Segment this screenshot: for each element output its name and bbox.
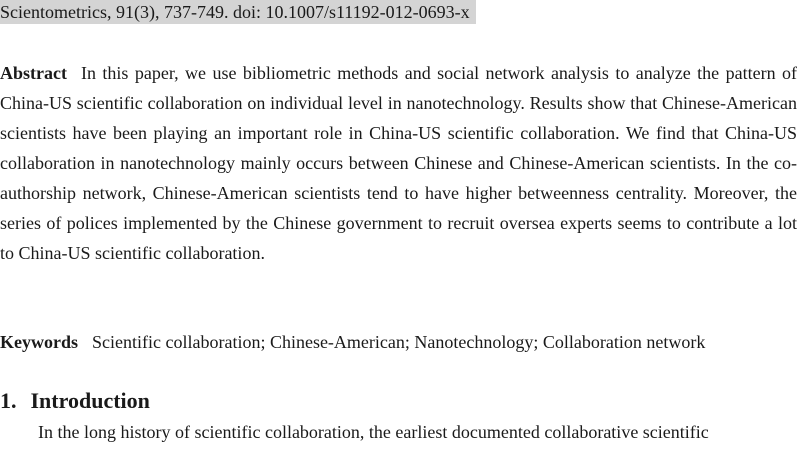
abstract-text: In this paper, we use bibliometric methods and social network analysis to analyze the pattern of China-US scientific collaboration on individual level in nanotechnology. Results show that Chinese-American scientists have been playing an important role in China-US scientific collaboration. We find that China-US collaboration in nanotechnology mainly occurs between Chinese and Chinese-American scientists. In the co-authorship network, Chinese-American scientists tend to have higher betweenness centrality. Moreover, the series of polices implemented by the Chinese government to recruit oversea experts seems to contribute a lot to China-US scientific collaboration.	[0, 63, 797, 263]
abstract-paragraph	[0, 58, 797, 268]
section-heading	[0, 386, 150, 416]
abstract-label: Abstract	[0, 63, 67, 83]
keywords-text: Scientific collaboration; Chinese-American; Nanotechnology; Collaboration network	[92, 332, 706, 352]
keywords-label: Keywords	[0, 332, 78, 352]
keywords-line	[0, 327, 797, 357]
citation-text: Scientometrics, 91(3), 737-749. doi: 10.1007/s11192-012-0693-x	[0, 2, 470, 22]
section-title: Introduction	[30, 388, 150, 413]
introduction-text	[38, 417, 797, 447]
citation-line	[0, 0, 476, 24]
section-number: 1.	[0, 388, 17, 413]
introduction-first-line: In the long history of scientific collaboration, the earliest documented collaborative scientific	[38, 422, 709, 442]
